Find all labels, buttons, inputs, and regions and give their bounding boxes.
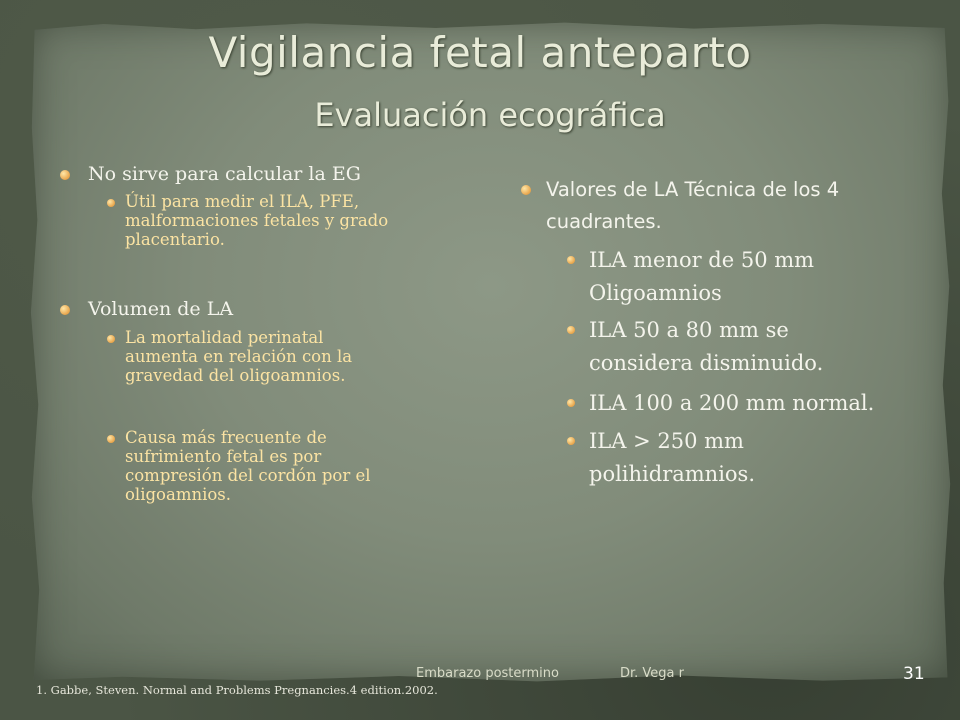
footer-author: Dr. Vega r — [620, 666, 685, 681]
text-line: Valores de LA Técnica de los 4 — [546, 178, 840, 201]
text-line: considera disminuido. — [589, 351, 824, 375]
page-number: 31 — [903, 664, 925, 684]
slide-subtitle: Evaluación ecográfica — [314, 96, 666, 134]
text-line: Oligoamnios — [589, 281, 722, 305]
text-line: aumenta en relación con la — [125, 347, 353, 366]
footer-center-text: Embarazo postermino — [416, 666, 559, 681]
left-item-1: No sirve para calcular la EG — [88, 163, 361, 185]
text-line: malformaciones fetales y grado — [125, 211, 389, 230]
right-item-2 — [589, 314, 823, 380]
text-line: ILA 50 a 80 mm se — [589, 318, 789, 342]
right-heading — [546, 174, 839, 238]
bullet-icon — [521, 185, 531, 195]
bullet-icon — [60, 305, 70, 315]
slide-title: Vigilancia fetal anteparto — [208, 28, 752, 77]
sub-bullet-icon — [107, 435, 115, 443]
text-line: oligoamnios. — [125, 485, 232, 504]
sub-bullet-icon — [107, 335, 115, 343]
sub-bullet-icon — [567, 437, 575, 445]
right-item-1 — [589, 244, 814, 310]
sub-bullet-icon — [567, 256, 575, 264]
text-line: gravedad del oligoamnios. — [125, 366, 346, 385]
sub-bullet-icon — [567, 326, 575, 334]
sub-bullet-icon — [107, 199, 115, 207]
text-line: placentario. — [125, 230, 225, 249]
text-line: ILA 100 a 200 mm normal. — [589, 391, 875, 415]
text-line: ILA menor de 50 mm — [589, 248, 815, 272]
bullet-icon — [60, 170, 70, 180]
text-line: Causa más frecuente de — [125, 428, 327, 447]
text-line: compresión del cordón por el — [125, 466, 371, 485]
text-line: ILA > 250 mm — [589, 429, 744, 453]
left-item-2-sub-2 — [125, 428, 371, 504]
text-line: La mortalidad perinatal — [125, 328, 324, 347]
left-item-1-sub — [125, 192, 388, 249]
text-line: Útil para medir el ILA, PFE, — [125, 192, 360, 211]
text-line: polihidramnios. — [589, 462, 756, 486]
sub-bullet-icon — [567, 399, 575, 407]
left-item-2: Volumen de LA — [88, 298, 234, 320]
reference-citation: 1. Gabbe, Steven. Normal and Problems Pregnancies.4 edition.2002. — [36, 683, 438, 697]
right-item-3 — [589, 387, 874, 420]
right-item-4 — [589, 425, 755, 491]
text-line: sufrimiento fetal es por — [125, 447, 322, 466]
text-line: cuadrantes. — [546, 210, 662, 233]
left-item-2-sub-1 — [125, 328, 352, 385]
